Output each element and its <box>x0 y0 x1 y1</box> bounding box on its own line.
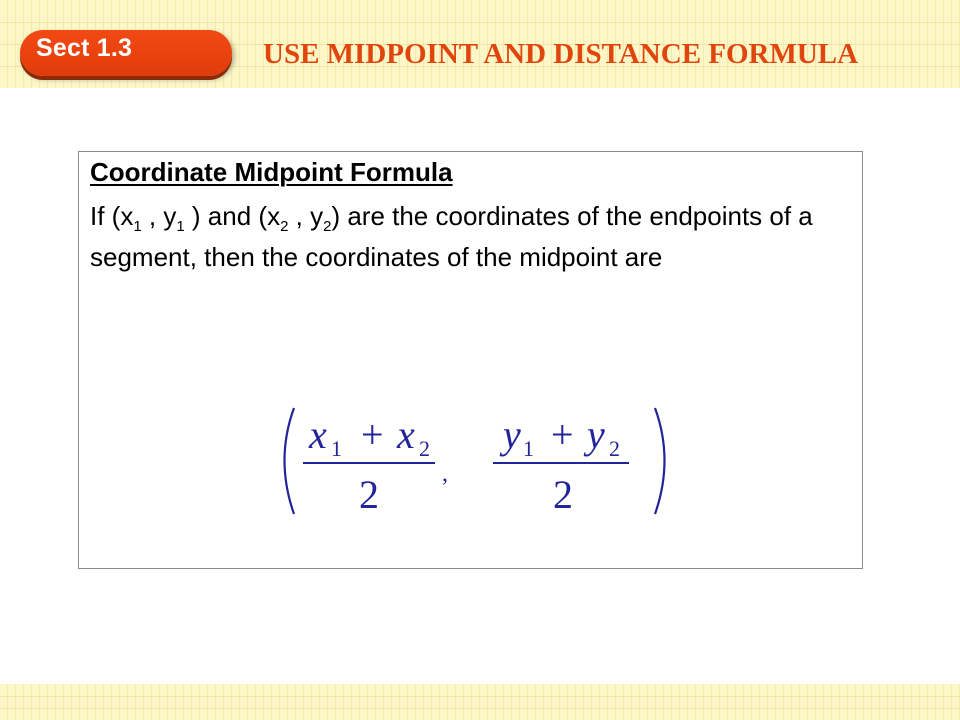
num1-sub1: 1 <box>331 436 342 461</box>
text-part: If (x <box>90 201 134 231</box>
subscript: 1 <box>176 218 185 235</box>
denominator-2: 2 <box>553 472 573 517</box>
num2-sub2: 2 <box>609 436 620 461</box>
footer-band <box>0 684 960 720</box>
text-part: , y <box>288 201 324 231</box>
box-heading: Coordinate Midpoint Formula <box>90 157 453 187</box>
num2-y1: y <box>503 412 521 457</box>
num1-x1: x <box>309 412 327 457</box>
text-part: ) are the coordinates of the endpoints of a segment, then the coordinates of the midpoint are <box>90 201 813 272</box>
text-part: , y <box>141 201 177 231</box>
content-box <box>78 151 863 569</box>
subscript: 1 <box>133 218 142 235</box>
num1-x2: x <box>397 412 415 457</box>
num1-plus: + <box>361 412 384 457</box>
midpoint-formula <box>79 152 864 570</box>
num2-sub1: 1 <box>523 436 534 461</box>
num2-plus: + <box>551 412 574 457</box>
formula-comma: , <box>442 461 448 487</box>
num2-y2: y <box>587 412 605 457</box>
denominator-1: 2 <box>359 472 379 517</box>
num1-sub2: 2 <box>419 436 430 461</box>
section-label: Sect 1.3 <box>36 34 133 62</box>
subscript: 2 <box>280 218 289 235</box>
right-paren <box>655 408 665 514</box>
subscript: 2 <box>323 218 332 235</box>
page-title: USE MIDPOINT AND DISTANCE FORMULA <box>263 38 859 70</box>
text-part: ) and (x <box>184 201 281 231</box>
left-paren <box>285 408 295 514</box>
